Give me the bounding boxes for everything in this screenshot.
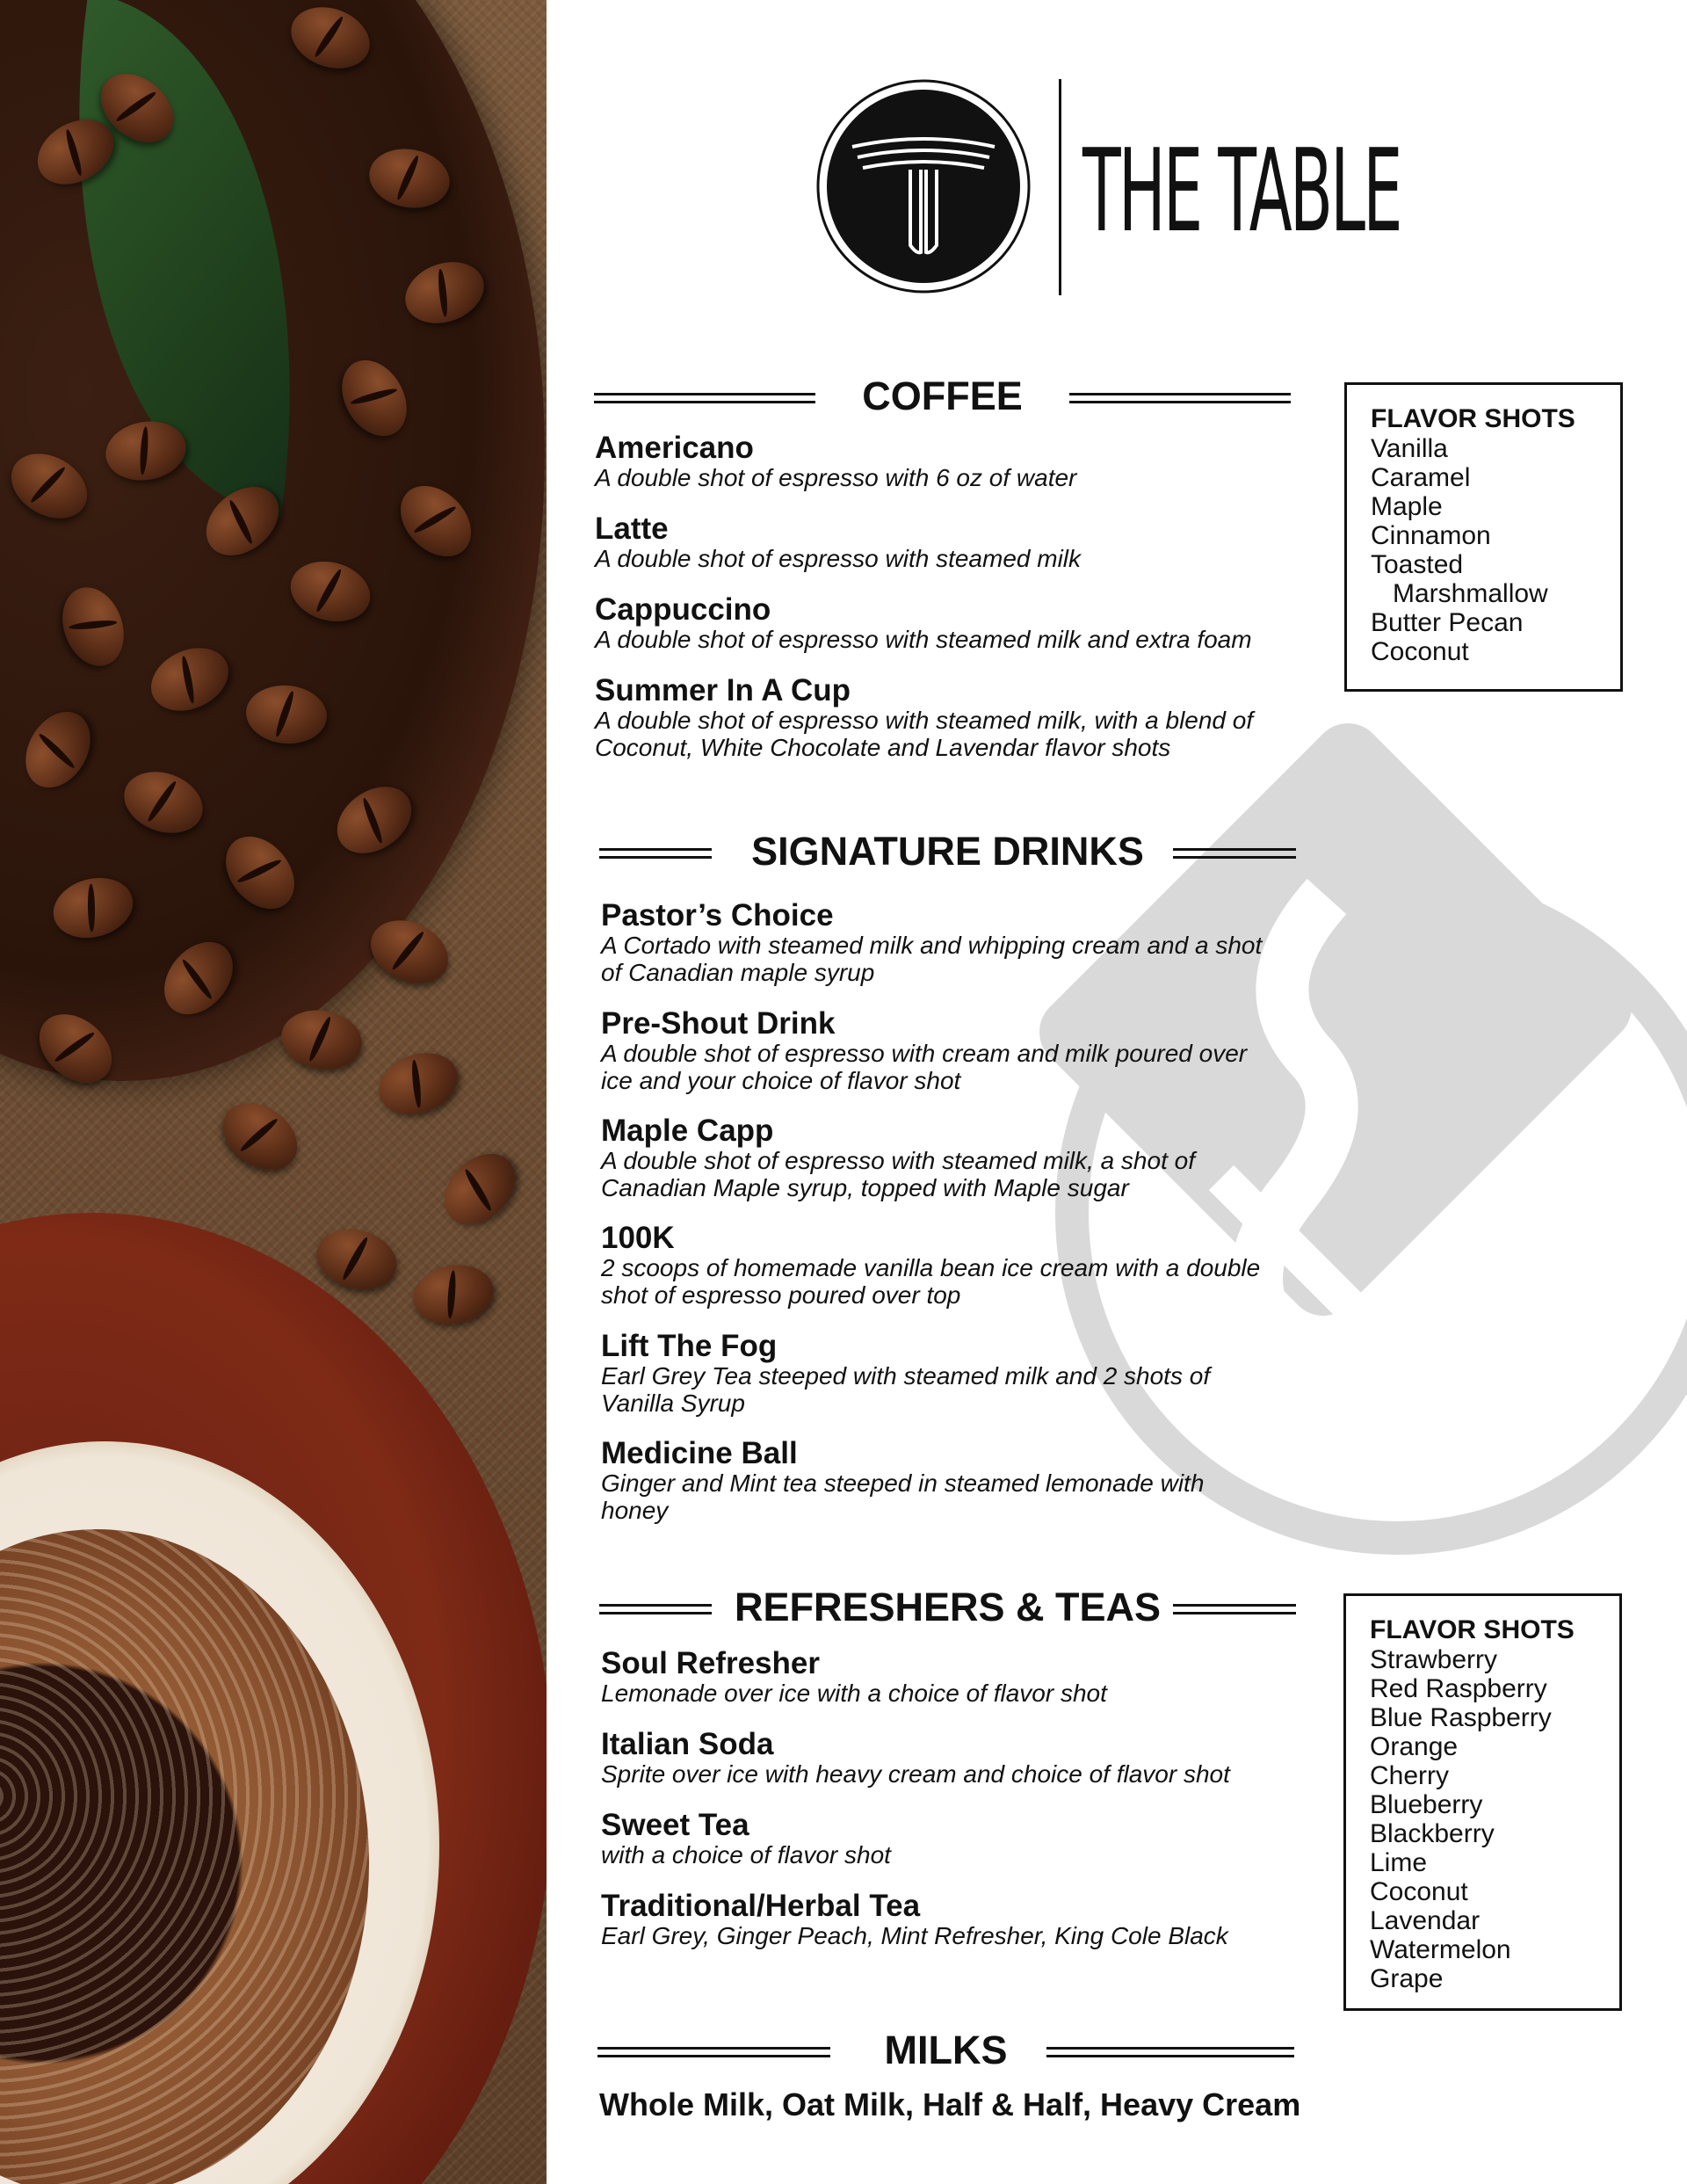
menu-item (601, 1115, 1195, 1201)
menu-item-description: Ginger and Mint tea steeped in steamed lemonade with honey (601, 1469, 1205, 1524)
menu-item-description: with a choice of flavor shot (601, 1841, 891, 1868)
flavor-shots-list (1371, 434, 1620, 666)
menu-item-name: Traditional/Herbal Tea (601, 1889, 921, 1923)
flavor-shot-item: Blueberry (1370, 1790, 1483, 1819)
coffee-bean (370, 1042, 466, 1124)
flavor-shot-item: Strawberry (1370, 1645, 1498, 1674)
menu-item (601, 1810, 891, 1868)
menu-item-description: Earl Grey, Ginger Peach, Mint Refresher, King Cole Black (601, 1922, 1228, 1949)
menu-item (595, 513, 1081, 572)
milks-heading: MILKS (597, 2040, 1294, 2075)
flavor-shot-item: Toasted (1371, 550, 1464, 579)
flavor-shot-item: Orange (1370, 1732, 1459, 1761)
flavor-shots-title: FLAVOR SHOTS (1370, 1615, 1575, 1644)
coffee-bean (310, 1221, 403, 1298)
flavor-shot-item: Caramel (1371, 463, 1471, 492)
menu-item-name: 100K (601, 1221, 675, 1255)
t-monogram-logo-icon (815, 78, 1032, 294)
menu-item-description: Earl Grey Tea steeped with steamed milk and 2 shots of Vanilla Syrup (601, 1362, 1211, 1417)
flavor-shot-item: Cinnamon (1371, 521, 1491, 550)
flavor-shots-list (1370, 1645, 1619, 1993)
menu-item (601, 900, 1262, 986)
menu-item (601, 1008, 1247, 1094)
signature-drinks-heading: SIGNATURE DRINKS (599, 841, 1296, 876)
menu-item-name: Sweet Tea (601, 1808, 749, 1842)
menu-item-name: Medicine Ball (601, 1436, 798, 1470)
menu-item (601, 1648, 1107, 1707)
menu-item (595, 675, 1253, 761)
menu-item-name: Maple Capp (601, 1114, 774, 1148)
menu-item-description: Sprite over ice with heavy cream and choice of flavor shot (601, 1760, 1230, 1788)
flavor-shot-item: Grape (1370, 1964, 1444, 1993)
coffee-bean (210, 1090, 309, 1184)
coffee-flavor-shots-box (1344, 382, 1623, 692)
flavor-shot-item: Maple (1371, 492, 1443, 521)
menu-item-name: Americano (595, 431, 754, 465)
flavor-shot-item: Watermelon (1370, 1935, 1511, 1964)
coffee-photo (0, 0, 547, 2184)
menu-item-description: A double shot of espresso with steamed milk (595, 545, 1082, 572)
brand-name: THE TABLE (1082, 124, 1401, 258)
menu-item (595, 594, 1252, 653)
menu-item (601, 1223, 1260, 1309)
menu-item-description: A double shot of espresso with steamed milk and extra foam (595, 626, 1252, 653)
milks-list: Whole Milk, Oat Milk, Half & Half, Heavy Cream (599, 2086, 1301, 2122)
flavor-shot-item: Cherry (1370, 1761, 1450, 1790)
flavor-shot-item: Blackberry (1370, 1819, 1495, 1848)
flavor-shot-item: Lavendar (1370, 1906, 1481, 1935)
flavor-shot-item: Red Raspberry (1370, 1674, 1547, 1703)
flavor-shot-item: Vanilla (1371, 434, 1448, 463)
menu-item-name: Pastor’s Choice (601, 898, 834, 932)
menu-item (601, 1729, 1230, 1788)
menu-item-description: 2 scoops of homemade vanilla bean ice cream with a double shot of espresso poured over top (601, 1254, 1261, 1309)
menu-item-name: Pre-Shout Drink (601, 1006, 836, 1041)
menu-item-description: A double shot of espresso with steamed milk, a shot of Canadian Maple syrup, topped with Maple sugar (601, 1147, 1195, 1201)
flavor-shot-item: Blue Raspberry (1370, 1703, 1552, 1732)
menu-item-description: A double shot of espresso with steamed milk, with a blend of Coconut, White Chocolate and Lavendar flavor shots (595, 707, 1254, 761)
menu-item (601, 1331, 1210, 1417)
menu-item-name: Lift The Fog (601, 1329, 778, 1363)
logo-divider (1059, 79, 1061, 295)
flavor-shot-item: Butter Pecan (1371, 608, 1524, 637)
menu-item (595, 432, 1076, 491)
coffee-heading: COFFEE (594, 386, 1291, 421)
menu-item-name: Italian Soda (601, 1727, 774, 1761)
flavor-shot-item: Coconut (1370, 1877, 1468, 1906)
menu-item-description: A double shot of espresso with cream and milk poured over ice and your choice of flavor shot (601, 1040, 1248, 1094)
refreshers-heading: REFRESHERS & TEAS (599, 1597, 1296, 1632)
menu-item-description: A double shot of espresso with 6 oz of water (595, 464, 1077, 491)
menu-item-description: Lemonade over ice with a choice of flavor shot (601, 1680, 1107, 1707)
menu-item-name: Summer In A Cup (595, 673, 851, 707)
flavor-shot-item: Coconut (1371, 637, 1469, 666)
coffee-bean (409, 1259, 498, 1331)
flavor-shot-item: Lime (1370, 1848, 1428, 1877)
menu-item-name: Soul Refresher (601, 1646, 820, 1680)
flavor-shots-title: FLAVOR SHOTS (1371, 404, 1575, 433)
refresher-flavor-shots-box (1343, 1593, 1622, 2011)
flavor-shot-item: Marshmallow (1371, 579, 1548, 608)
menu-item (601, 1438, 1204, 1524)
menu-item-name: Cappuccino (595, 592, 771, 627)
menu-item-description: A Cortado with steamed milk and whipping cream and a shot of Canadian maple syrup (601, 932, 1263, 986)
menu-item-name: Latte (595, 512, 669, 546)
coffee-bean (431, 1140, 529, 1238)
menu-item (601, 1890, 1228, 1949)
